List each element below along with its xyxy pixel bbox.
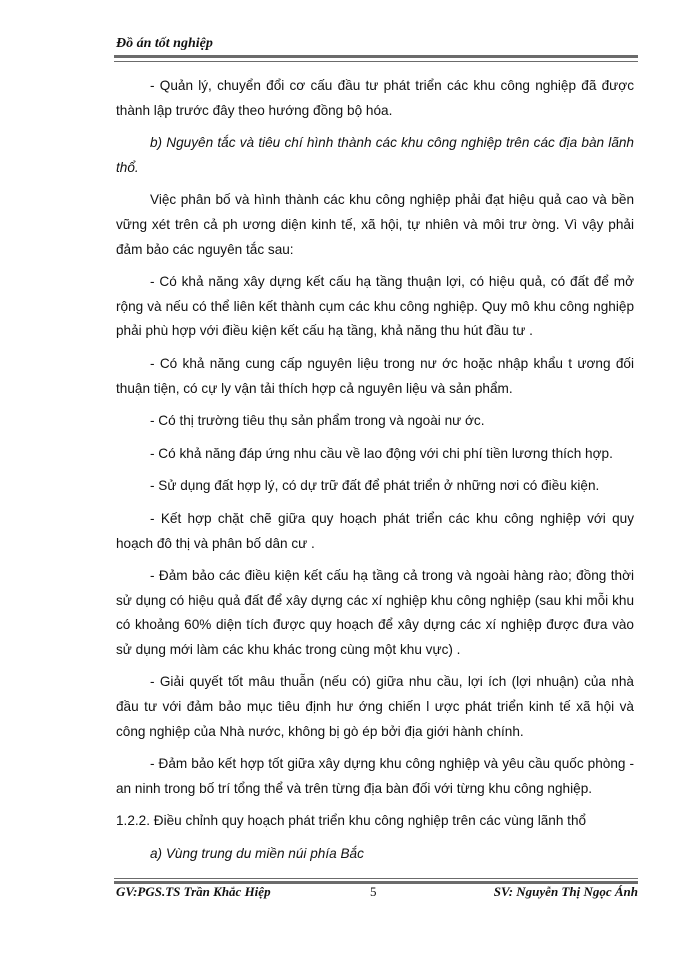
footer-rule-thin — [114, 878, 638, 879]
paragraph-defense-security: - Đảm bảo kết hợp tốt giữa xây dựng khu công nghiệp và yêu cầu quốc phòng - an ninh trong bố trí tổng thể và trên từng địa bàn đối với từng khu công nghiệp. — [116, 756, 634, 796]
subheading-northern-midlands: a) Vùng trung du miền núi phía Bắc — [150, 846, 364, 862]
header-rule-thick — [114, 55, 638, 58]
paragraph-labor: - Có khả năng đáp ứng nhu cầu về lao động với chi phí tiền lương thích hợp. — [150, 445, 613, 461]
paragraph-urban-planning: - Kết hợp chặt chẽ giữa quy hoạch phát triển các khu công nghiệp với quy hoạch đô thị và phân bố dân cư . — [116, 510, 634, 551]
paragraph-raw-materials: - Có khả năng cung cấp nguyên liệu trong nư ớc hoặc nhập khẩu t ương đối thuận tiện, có cự ly vận tải thích hợp cả nguyên liệu và sản phẩm. — [116, 355, 634, 396]
paragraph-infrastructure: - Có khả năng xây dựng kết cấu hạ tầng thuận lợi, có hiệu quả, có đất để mở rộng và nếu có thể liên kết thành cụm các khu công nghiệp. Quy mô khu công nghiệp phải phù hợp với điều kiện kết cấu hạ tầng, khả năng thu hút đầu tư . — [116, 274, 634, 339]
page-number: 5 — [370, 884, 377, 899]
page-header-title: Đồ án tốt nghiệp — [116, 36, 213, 51]
paragraph-intro-principles: Việc phân bố và hình thành các khu công nghiệp phải đạt hiệu quả cao và bền vững xét trên cả ph ương diện kinh tế, xã hội, tự nhiên và môi trư ờng. Vì vậy phải đảm bảo các nguyên tắc sau: — [116, 192, 634, 257]
paragraph-resolve-conflicts: - Giải quyết tốt mâu thuẫn (nếu có) giữa nhu cầu, lợi ích (lợi nhuận) của nhà đầu tư với đảm bảo mục tiêu định hư ớng chiến l ược phát triển kinh tế xã hội và công nghiệp của Nhà nước, không bị gò ép bởi địa giới hành chính. — [116, 674, 634, 739]
page-footer — [114, 884, 638, 902]
paragraph-infrastructure-conditions: - Đảm bảo các điều kiện kết cấu hạ tầng cả trong và ngoài hàng rào; đồng thời sử dụng có hiệu quả đất để xây dựng các xí nghiệp khu công nghiệp (sau khi mỗi khu có khoảng 60% diện tích được quy hoạch để xây dựng các xí nghiệp được đưa vào sử dụng mới làm các khu khác trong cùng một khu vực) . — [116, 568, 634, 657]
footer-supervisor: GV:PGS.TS Trần Khắc Hiệp — [116, 884, 271, 899]
footer-student: SV: Nguyễn Thị Ngọc Ánh — [493, 884, 638, 899]
document-body — [116, 74, 634, 875]
section-heading-1-2-2: 1.2.2. Điều chỉnh quy hoạch phát triển khu công nghiệp trên các vùng lãnh thổ — [116, 813, 587, 829]
paragraph-market: - Có thị trường tiêu thụ sản phẩm trong và ngoài nư ớc. — [150, 413, 485, 429]
paragraph-manage-restructure: - Quản lý, chuyển đổi cơ cấu đầu tư phát triển các khu công nghiệp đã được thành lập trước đây theo hướng đồng bộ hóa. — [116, 78, 634, 118]
header-rule-thin — [114, 61, 638, 62]
paragraph-land-use: - Sử dụng đất hợp lý, có dự trữ đất để phát triển ở những nơi có điều kiện. — [150, 478, 600, 494]
subheading-principles: b) Nguyên tắc và tiêu chí hình thành các khu công nghiệp trên các địa bàn lãnh thổ. — [116, 135, 634, 175]
